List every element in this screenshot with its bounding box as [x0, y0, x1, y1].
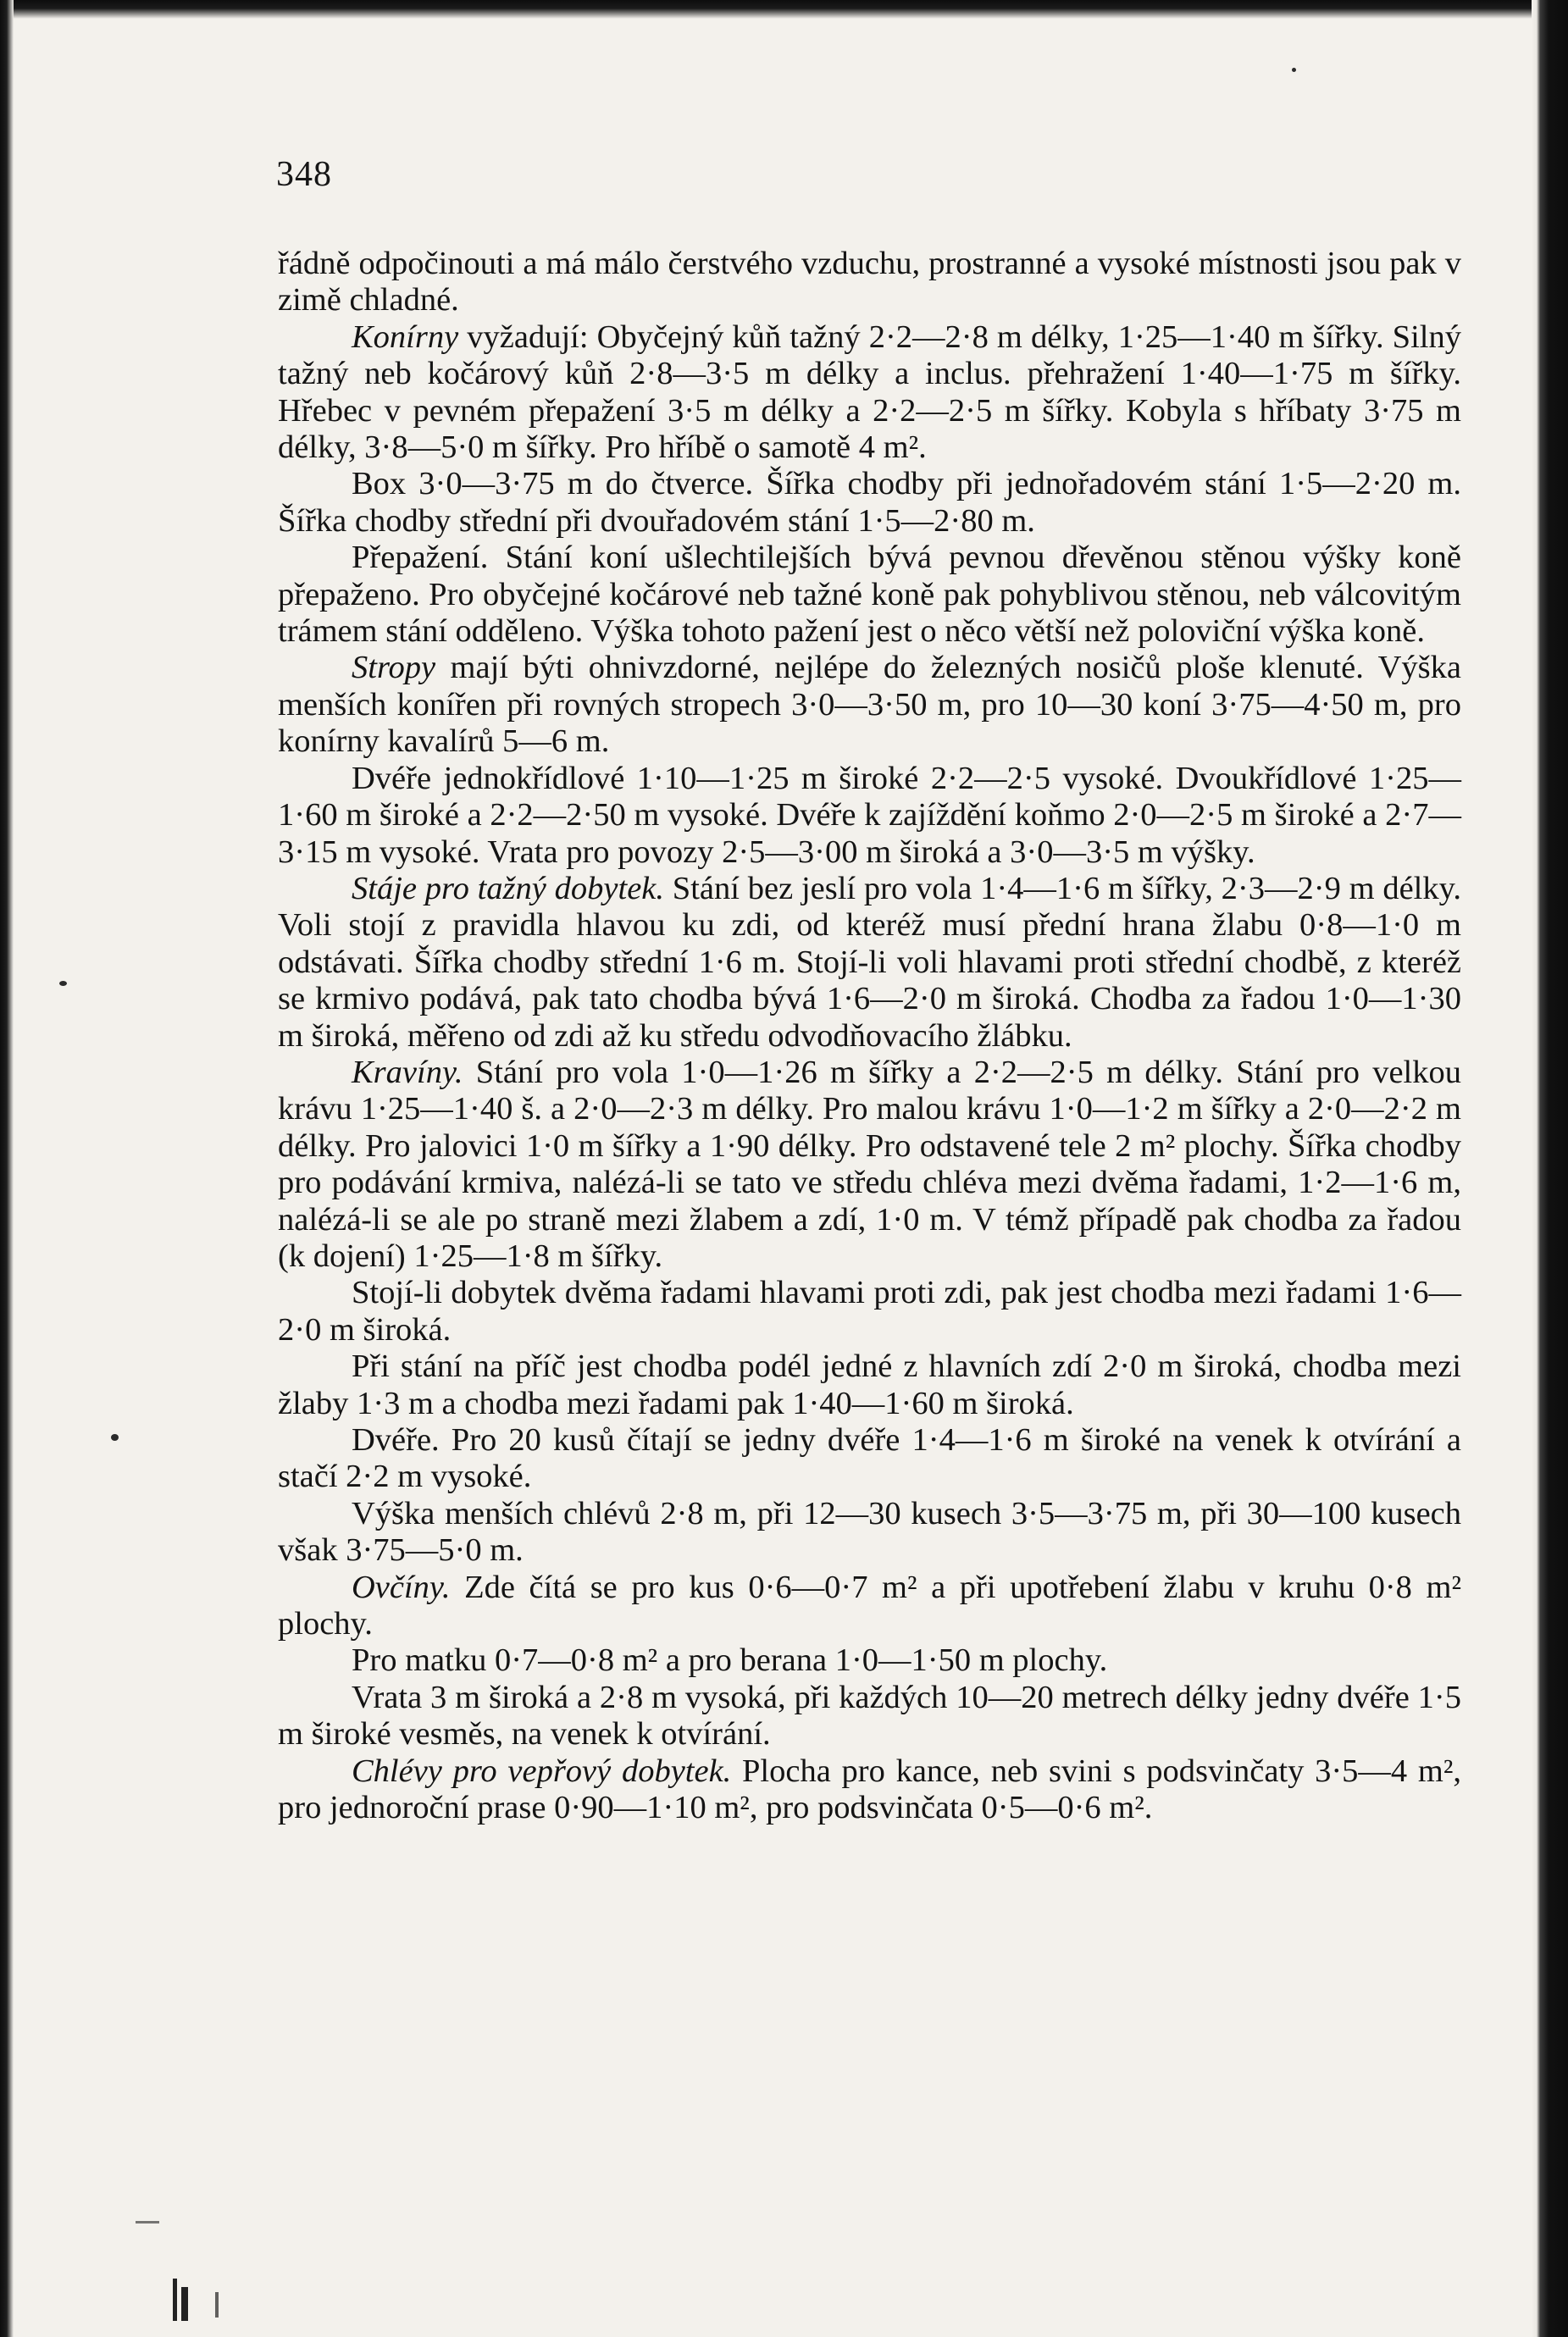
paragraph: [278, 1642, 1461, 1679]
paragraph: [278, 246, 1461, 319]
paragraph: [278, 1570, 1461, 1643]
paragraph: [278, 319, 1461, 467]
paragraph: [278, 1753, 1461, 1827]
paragraph-lead: Konírny: [352, 318, 459, 355]
paragraph: [278, 466, 1461, 540]
body-text: [278, 246, 1461, 1826]
paragraph-text: vyžadují: Obyčejný kůň tažný 2·2—2·8 m délky, 1·25—1·40 m šířky. Silný tažný neb kočárový kůň 2·8—3·5 m délky a inclus. přehražení 1·40—1·75 m šířky. Hřebec v pevném přepažení 3·5 m délky a 2·2—2·5 m šířky. Kobyla s hříbaty 3·75 m délky, 3·8—5·0 m šířky. Pro hříbě o samotě 4 m².: [278, 318, 1461, 466]
paragraph-lead: Stropy: [352, 650, 436, 686]
paragraph-text: Stání pro vola 1·0—1·26 m šířky a 2·2—2·5 m délky. Stání pro velkou krávu 1·25—1·40 š. a 2·0—2·3 m délky. Pro malou krávu 1·0—1·2 m šířky a 2·0—2·2 m délky. Pro jalovici 1·0 m šířky a 1·90 délky. Pro odstavené tele 2 m² plochy. Šířka chodby pro podávání krmiva, nalézá-li se tato ve středu chléva mezi dvěma řadami, 1·2—1·6 m, nalézá-li se ale po straně mezi žlabem a zdí, 1·0 m. V témž případě pak chodba za řadou (k dojení) 1·25—1·8 m šířky.: [278, 1054, 1461, 1274]
scan-edge-right: [1532, 0, 1568, 2337]
paragraph: [278, 1680, 1461, 1753]
paragraph-text: Dvéře. Pro 20 kusů čítají se jedny dvéře 1·4—1·6 m široké na venek k otvírání a stačí 2·2 m vysoké.: [278, 1422, 1461, 1495]
scan-speck: [59, 981, 67, 986]
scan-mark: [173, 2279, 177, 2321]
paragraph-text: Box 3·0—3·75 m do čtverce. Šířka chodby při jednořadovém stání 1·5—2·20 m. Šířka chodby střední při dvouřadovém stání 1·5—2·80 m.: [278, 466, 1461, 539]
paragraph-text: Stání bez jeslí pro vola 1·4—1·6 m šířky, 2·3—2·9 m délky. Voli stojí z pravidla hlavou ku zdi, od kteréž musí přední hrana žlabu 0·8—1·0 m odstávati. Šířka chodby střední 1·6 m. Stojí-li voli hlavami proti střední chodbě, z kteréž se krmivo podává, pak tato chodba bývá 1·6—2·0 m široká. Chodba za řadou 1·0—1·30 m široká, měřeno od zdi až ku středu odvodňovacího žlábku.: [278, 870, 1462, 1054]
paragraph-lead: Ovčíny.: [352, 1569, 451, 1605]
paragraph-text: Zde čítá se pro kus 0·6—0·7 m² a při upotřebení žlabu v kruhu 0·8 m² plochy.: [278, 1569, 1461, 1642]
scan-speck: [111, 1434, 119, 1441]
paragraph-text: Dvéře jednokřídlové 1·10—1·25 m široké 2·2—2·5 vysoké. Dvoukřídlové 1·25—1·60 m široké a 2·2—2·50 m vysoké. Dvéře k zajíždění koňmo 2·0—2·5 m široké a 2·7—3·15 m vysoké. Vrata pro povozy 2·5—3·00 m široká a 3·0—3·5 m výšky.: [278, 760, 1461, 870]
paragraph-text: mají býti ohnivzdorné, nejlépe do železných nosičů ploše klenuté. Výška menších konířen při rovných stropech 3·0—3·50 m, pro 10—30 koní 3·75—4·50 m, pro konírny kavalírů 5—6 m.: [278, 650, 1461, 760]
paragraph: [278, 540, 1461, 650]
paragraph-text: Přepažení. Stání koní ušlechtilejších bývá pevnou dřevěnou stěnou výšky koně přepaženo. Pro obyčejné kočárové neb tažné koně pak pohyblivou stěnou, neb válcovitým trámem stání odděleno. Výška tohoto pažení jest o něco větší než poloviční výška koně.: [278, 540, 1461, 650]
paragraph-lead: Kravíny.: [352, 1054, 463, 1090]
scan-mark: [181, 2287, 188, 2321]
paragraph: [278, 1275, 1461, 1348]
page-number: 348: [276, 155, 332, 194]
paragraph: [278, 1055, 1461, 1275]
paragraph-text: Pro matku 0·7—0·8 m² a pro berana 1·0—1·50 m plochy.: [352, 1642, 1108, 1679]
scan-speck: [1292, 68, 1296, 72]
paragraph: [278, 1496, 1461, 1570]
paragraph: [278, 1348, 1461, 1422]
paragraph: [278, 1422, 1461, 1496]
paragraph-lead: Stáje pro tažný dobytek.: [352, 870, 665, 906]
paragraph-text: Vrata 3 m široká a 2·8 m vysoká, při každých 10—20 metrech délky jedny dvéře 1·5 m široké vesměs, na venek k otvírání.: [278, 1679, 1461, 1753]
paragraph: [278, 871, 1461, 1055]
paragraph: [278, 761, 1461, 871]
scan-edge-top: [0, 0, 1568, 19]
paragraph-text: Stojí-li dobytek dvěma řadami hlavami proti zdi, pak jest chodba mezi řadami 1·6—2·0 m široká.: [278, 1275, 1461, 1348]
paragraph-text: Výška menších chlévů 2·8 m, při 12—30 kusech 3·5—3·75 m, při 30—100 kusech však 3·75—5·0 m.: [278, 1495, 1461, 1569]
scan-mark: [136, 2221, 159, 2223]
paragraph-text: Plocha pro kance, neb svini s podsvinčaty 3·5—4 m², pro jednoroční prase 0·90—1·10 m², pro podsvinčata 0·5—0·6 m².: [278, 1753, 1461, 1826]
paragraph-lead: Chlévy pro vepřový dobytek.: [352, 1753, 732, 1789]
scan-edge-left: [0, 0, 14, 2337]
paragraph-text: Při stání na příč jest chodba podél jedné z hlavních zdí 2·0 m široká, chodba mezi žlaby 1·3 m a chodba mezi řadami pak 1·40—1·60 m široká.: [278, 1348, 1461, 1421]
scan-mark: [215, 2292, 219, 2318]
paragraph-text: řádně odpočinouti a má málo čerstvého vzduchu, prostranné a vysoké místnosti jsou pak v zimě chladné.: [278, 246, 1461, 318]
paragraph: [278, 650, 1461, 760]
